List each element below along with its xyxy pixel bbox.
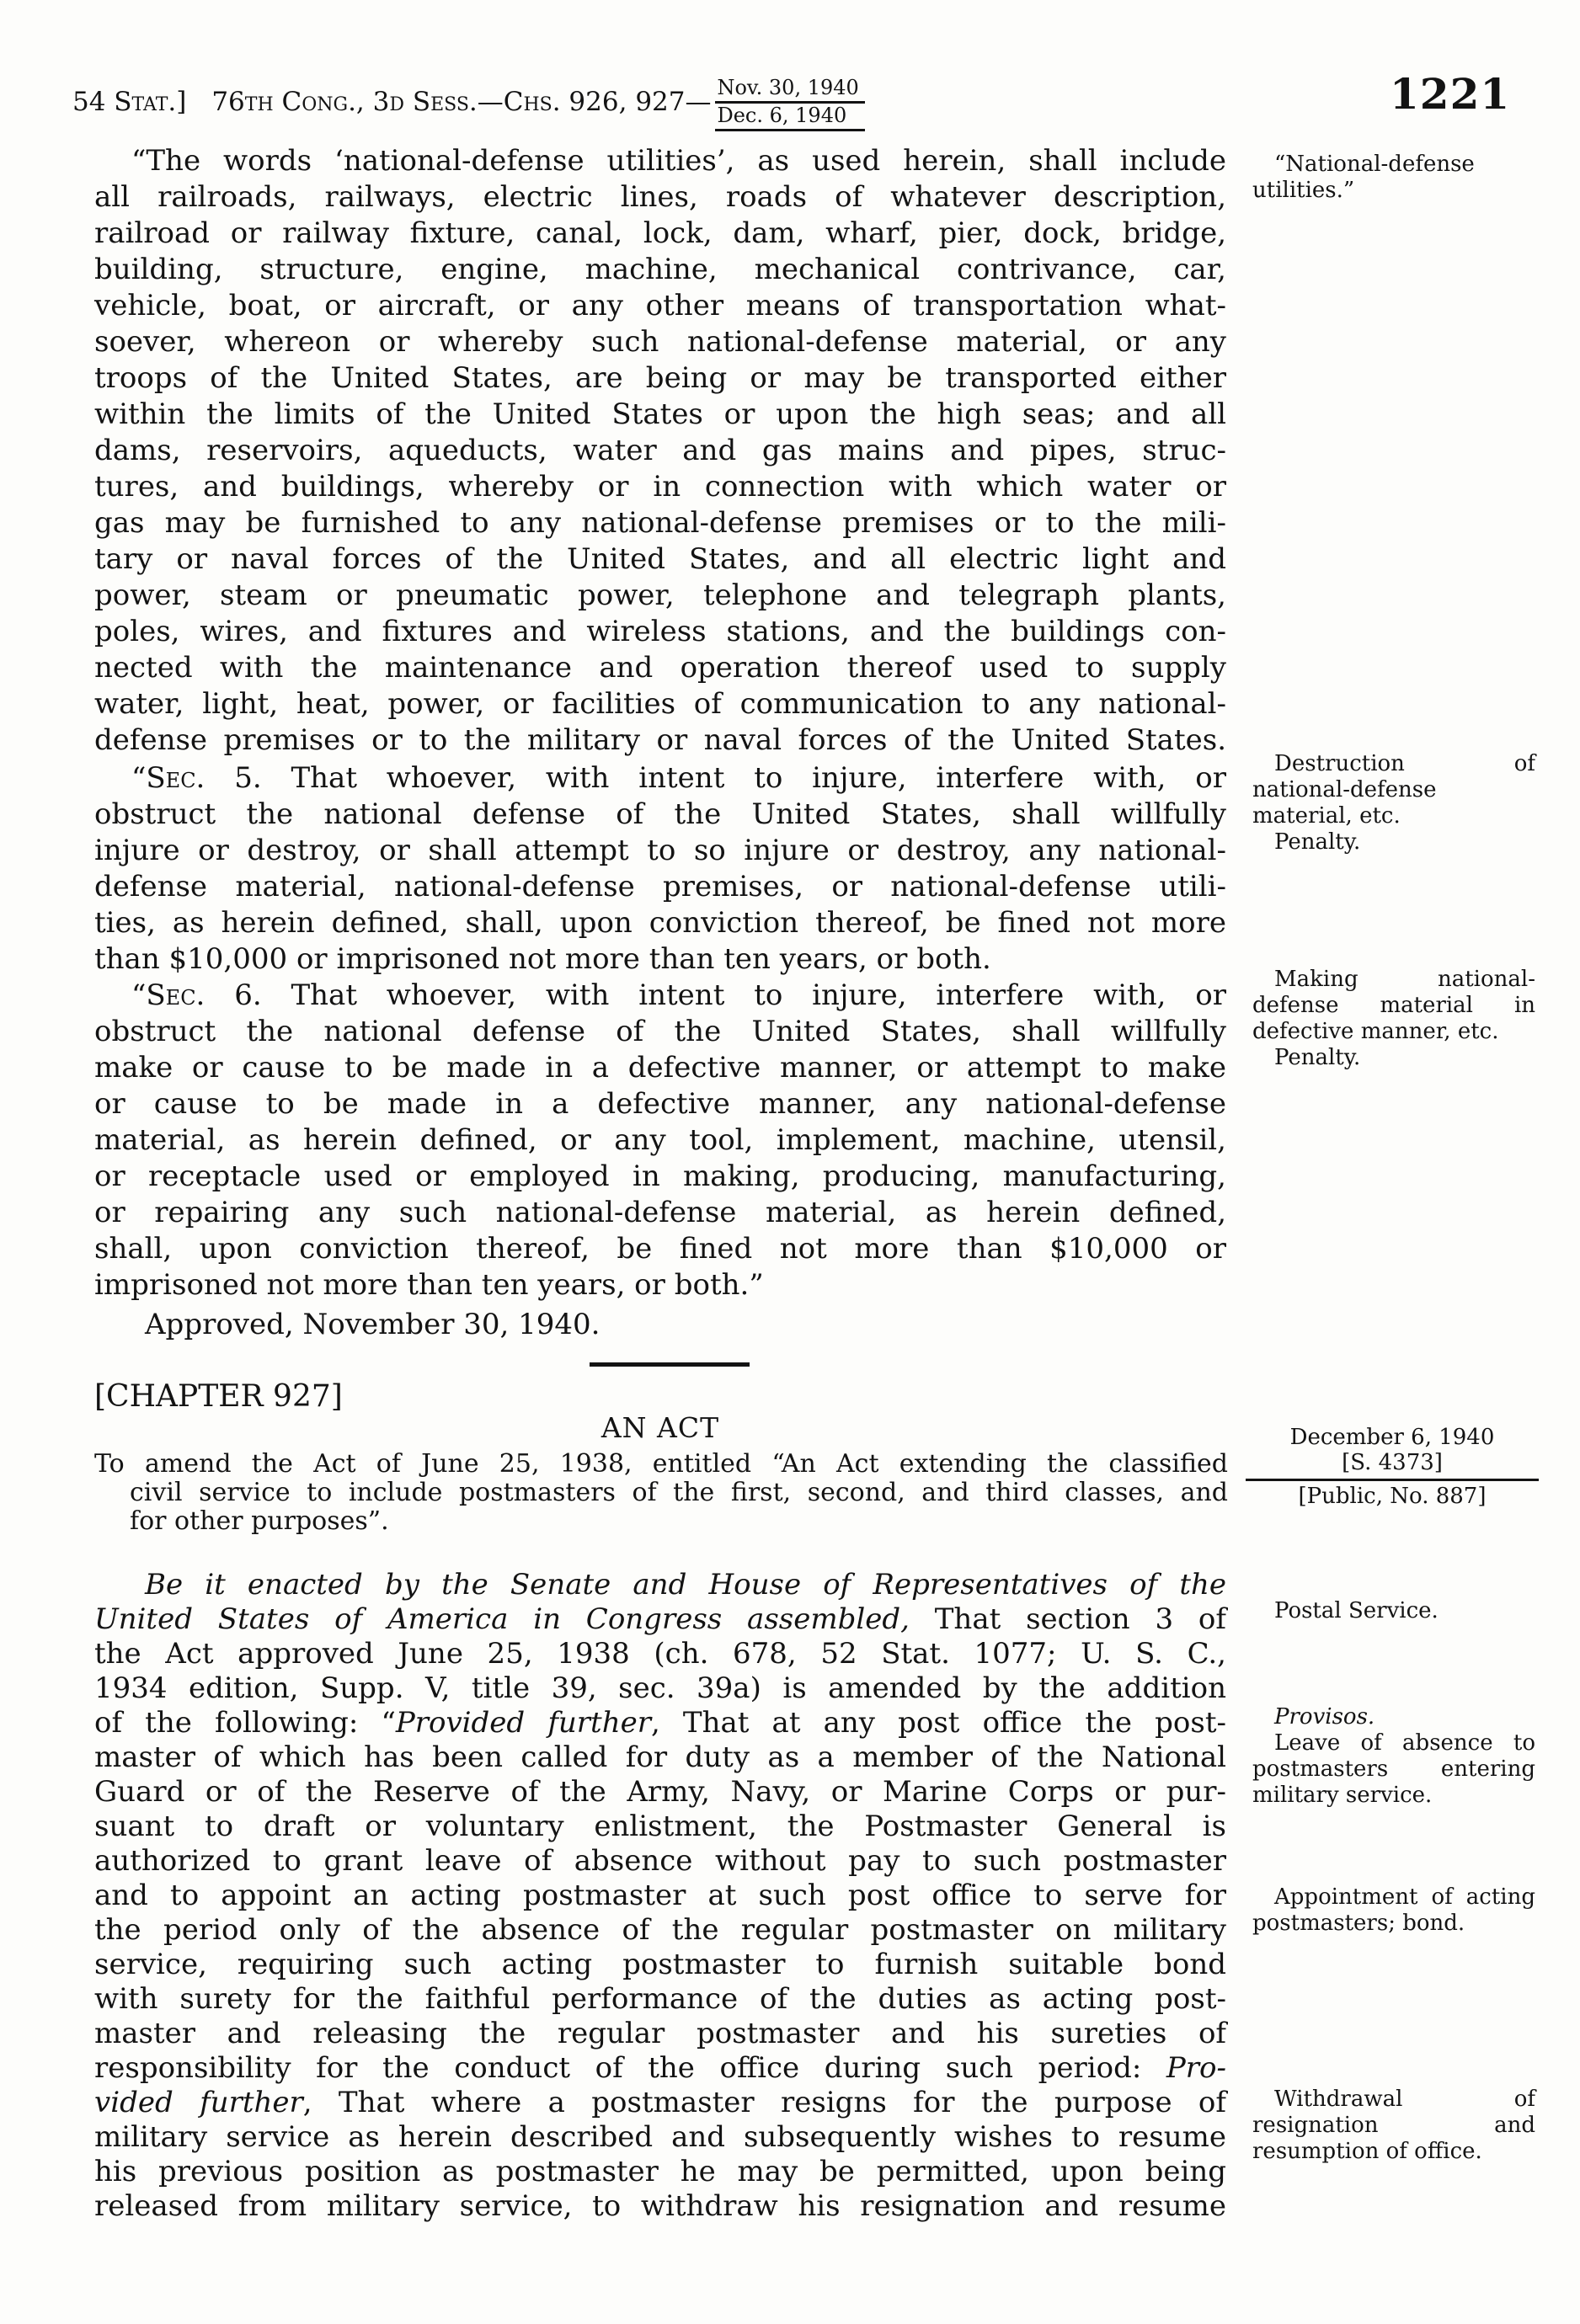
text-line: “The words ‘national-defense utilities’, as used herein, shall include xyxy=(131,144,1226,178)
text-line: defense material, national-defense premises, or national-defense utili- xyxy=(94,870,1226,903)
margin-note-appointment: Appointment of acting postmasters; bond. xyxy=(1252,1884,1535,1936)
text-line: all railroads, railways, electric lines, roads of whatever description, xyxy=(94,180,1226,214)
text-line: tures, and buildings, whereby or in connection with which water or xyxy=(94,470,1226,504)
text-line: or repairing any such national-defense material, as herein defined, xyxy=(94,1196,1226,1229)
ch927-act-title xyxy=(94,1450,1228,1536)
margin-note-postal-service: Postal Service. xyxy=(1274,1598,1439,1623)
approved-line: Approved, November 30, 1940. xyxy=(145,1308,601,1341)
enacting-clause-line: Be it enacted by the Senate and House of Representatives of the xyxy=(145,1568,1226,1602)
enacting-clause-line: United States of America in Congress assembled, That section 3 of xyxy=(94,1602,1226,1636)
margin-note-provisos: Provisos. Leave of absence to postmasters entering military service. xyxy=(1252,1704,1535,1808)
text-line: dams, reservoirs, aqueducts, water and gas mains and pipes, struc- xyxy=(94,434,1226,467)
text-line: authorized to grant leave of absence without pay to such postmaster xyxy=(94,1844,1226,1878)
margin-note-destruction: Destruction of national-defense material, etc. Penalty. xyxy=(1252,751,1535,855)
chapter-separator-rule xyxy=(590,1362,750,1367)
chapter-dates xyxy=(715,76,865,131)
chapter-927-date: Dec. 6, 1940 xyxy=(715,104,865,131)
ch926-definitions-paragraph xyxy=(94,143,1226,759)
text-line: released from military service, to withdraw his resignation and resume xyxy=(94,2189,1226,2223)
text-line: than $10,000 or imprisoned not more than ten years, or both. xyxy=(94,942,991,976)
section-6-heading-line: “Sec. 6. That whoever, with intent to injure, interfere with, or xyxy=(131,978,1226,1012)
session-chapter-reference: 76th Cong., 3d Sess.—Chs. 926, 927— xyxy=(211,87,712,117)
text-line: soever, whereon or whereby such national-defense material, or any xyxy=(94,325,1226,359)
text-line: troops of the United States, are being or may be transported either xyxy=(94,361,1226,395)
enactment-date: December 6, 1940 xyxy=(1289,1425,1495,1450)
text-line: service, requiring such acting postmaster to furnish suitable bond xyxy=(94,1948,1226,1981)
text-line: imprisoned not more than ten years, or both.” xyxy=(94,1268,764,1302)
senate-bill-number: [S. 4373] xyxy=(1342,1450,1443,1475)
running-header xyxy=(72,74,865,130)
margin-note-bill-identification xyxy=(1246,1425,1539,1509)
text-line: Guard or of the Reserve of the Army, Navy, or Marine Corps or pur- xyxy=(94,1775,1226,1809)
text-line: the period only of the absence of the regular postmaster on military xyxy=(94,1913,1226,1947)
page-number: 1221 xyxy=(1390,69,1511,119)
text-line: master of which has been called for duty as a member of the National xyxy=(94,1740,1226,1774)
text-line: obstruct the national defense of the United States, shall willfully xyxy=(94,797,1226,831)
text-line: power, steam or pneumatic power, telephone and telegraph plants, xyxy=(94,578,1226,612)
text-line: military service as herein described and subsequently wishes to resume xyxy=(94,2120,1226,2154)
text-line: material, as herein defined, or any tool, implement, machine, utensil, xyxy=(94,1123,1226,1157)
an-act-heading: AN ACT xyxy=(601,1411,720,1444)
text-line: and to appoint an acting postmaster at such post office to serve for xyxy=(94,1879,1226,1912)
ch927-enacting-paragraph xyxy=(94,1568,1226,2224)
chapter-927-heading: [CHAPTER 927] xyxy=(94,1379,343,1414)
ch926-section-5 xyxy=(94,760,1226,978)
text-line: for other purposes”. xyxy=(130,1506,389,1536)
text-line: To amend the Act of June 25, 1938, entitled “An Act extending the classified xyxy=(94,1449,1228,1479)
proviso-line: responsibility for the conduct of the office during such period: Pro- xyxy=(94,2051,1226,2085)
text-line: the Act approved June 25, 1938 (ch. 678, 52 Stat. 1077; U. S. C., xyxy=(94,1637,1226,1671)
text-line: or cause to be made in a defective manner, any national-defense xyxy=(94,1087,1226,1121)
volume-reference: 54 Stat.] xyxy=(72,87,187,117)
margin-note-national-defense-utilities: “National-defense utilities.” xyxy=(1252,152,1475,203)
text-line: 1934 edition, Supp. V, title 39, sec. 39a) is amended by the addition xyxy=(94,1671,1226,1705)
text-line: within the limits of the United States or upon the high seas; and all xyxy=(94,397,1226,431)
text-line: suant to draft or voluntary enlistment, the Postmaster General is xyxy=(94,1810,1226,1843)
text-line: building, structure, engine, machine, mechanical contrivance, car, xyxy=(94,253,1226,286)
text-line: defense premises or to the military or naval forces of the United States. xyxy=(94,723,1226,757)
bill-divider-rule xyxy=(1246,1479,1539,1481)
text-line: his previous position as postmaster he may be permitted, upon being xyxy=(94,2155,1226,2188)
text-line: obstruct the national defense of the United States, shall willfully xyxy=(94,1015,1226,1048)
ch926-section-6 xyxy=(94,978,1226,1303)
text-line: gas may be furnished to any national-defense premises or to the mili- xyxy=(94,506,1226,540)
text-line: railroad or railway fixture, canal, lock, dam, wharf, pier, dock, bridge, xyxy=(94,216,1226,250)
text-line: nected with the maintenance and operation thereof used to supply xyxy=(94,651,1226,685)
text-line: shall, upon conviction thereof, be fined not more than $10,000 or xyxy=(94,1232,1226,1266)
text-line: water, light, heat, power, or facilities of communication to any national- xyxy=(94,687,1226,721)
chapter-926-date: Nov. 30, 1940 xyxy=(715,76,865,104)
text-line: poles, wires, and fixtures and wireless stations, and the buildings con- xyxy=(94,615,1226,648)
text-line: make or cause to be made in a defective manner, or attempt to make xyxy=(94,1051,1226,1085)
section-5-label: “Sec. 5. xyxy=(131,761,262,795)
text-line: or receptacle used or employed in making, producing, manufacturing, xyxy=(94,1159,1226,1193)
proviso-line: of the following: “Provided further, That at any post office the post- xyxy=(94,1706,1226,1740)
margin-note-defective-manner: Making national-defense material in defective manner, etc. Penalty. xyxy=(1252,967,1535,1070)
section-6-label: “Sec. 6. xyxy=(131,978,262,1012)
margin-note-withdrawal: Withdrawal of resignation and resumption of office. xyxy=(1252,2087,1535,2164)
text-line: civil service to include postmasters of the first, second, and third classes, and xyxy=(130,1478,1228,1507)
text-line: vehicle, boat, or aircraft, or any other means of transportation what- xyxy=(94,289,1226,322)
ch926-approval xyxy=(94,1307,1226,1343)
text-line: with surety for the faithful performance of the duties as acting post- xyxy=(94,1982,1226,2016)
text-line: tary or naval forces of the United States, and all electric light and xyxy=(94,542,1226,576)
section-5-heading-line: “Sec. 5. That whoever, with intent to injure, interfere with, or xyxy=(131,761,1226,795)
text-line: master and releasing the regular postmaster and his sureties of xyxy=(94,2017,1226,2050)
public-law-number: [Public, No. 887] xyxy=(1298,1484,1487,1509)
text-line: ties, as herein defined, shall, upon conviction thereof, be fined not more xyxy=(94,906,1226,940)
proviso-line: vided further, That where a postmaster resigns for the purpose of xyxy=(94,2086,1226,2119)
text-line: injure or destroy, or shall attempt to so injure or destroy, any national- xyxy=(94,834,1226,867)
